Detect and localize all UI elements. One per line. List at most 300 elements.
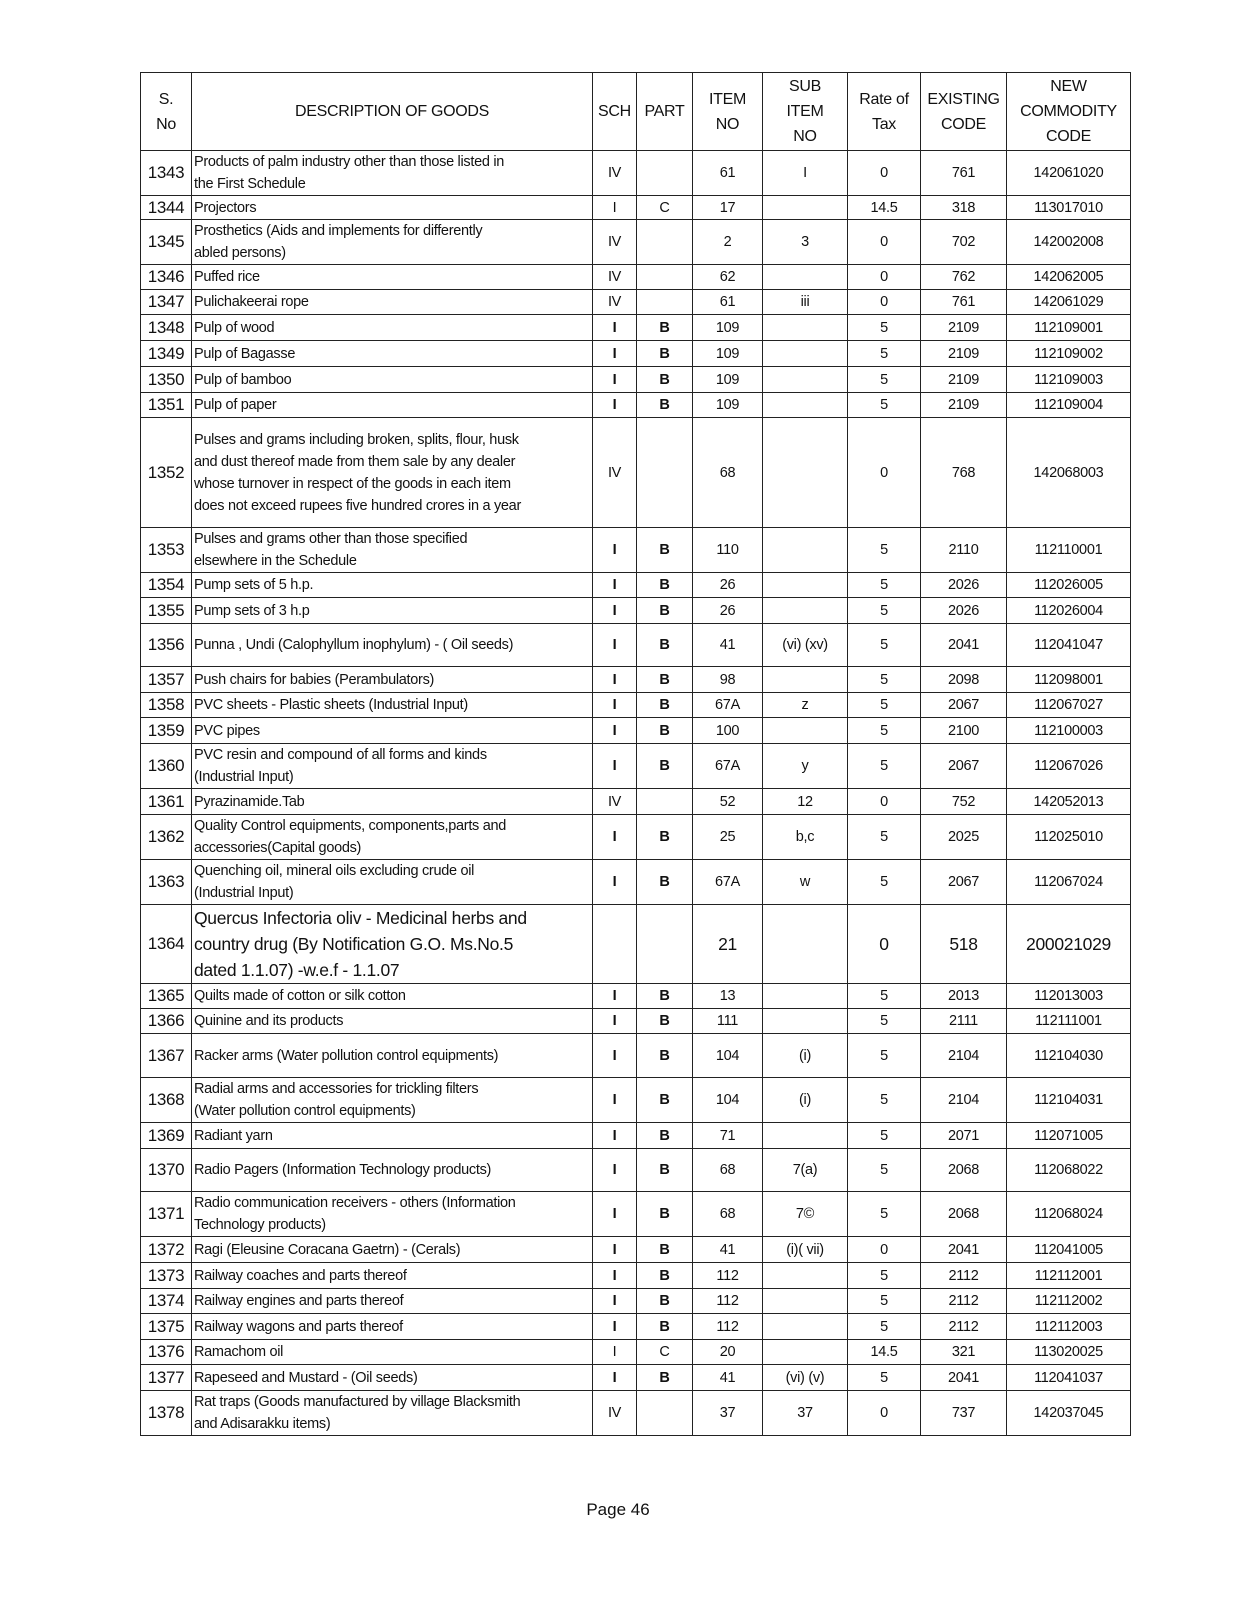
cell-new-commodity-code: 142061020 bbox=[1007, 151, 1131, 196]
cell-new-commodity-code: 112041047 bbox=[1007, 624, 1131, 667]
cell-existing-code: 2104 bbox=[921, 1078, 1007, 1123]
cell-rate-of-tax: 0 bbox=[848, 151, 921, 196]
cell-new-commodity-code: 142061029 bbox=[1007, 290, 1131, 315]
cell-rate-of-tax: 5 bbox=[848, 1034, 921, 1078]
cell-part: B bbox=[637, 393, 693, 418]
cell-description: Rat traps (Goods manufactured by village Blacksmith and Adisarakku items) bbox=[192, 1391, 593, 1436]
cell-description: PVC resin and compound of all forms and kinds (Industrial Input) bbox=[192, 744, 593, 789]
cell-sch: I bbox=[593, 1034, 637, 1078]
cell-description: Projectors bbox=[192, 196, 593, 220]
cell-sub-item-no bbox=[763, 1263, 848, 1289]
cell-s-no: 1378 bbox=[141, 1391, 192, 1436]
cell-rate-of-tax: 5 bbox=[848, 598, 921, 624]
cell-s-no: 1368 bbox=[141, 1078, 192, 1123]
cell-item-no: 26 bbox=[693, 598, 763, 624]
cell-new-commodity-code: 112071005 bbox=[1007, 1123, 1131, 1149]
cell-part: B bbox=[637, 1034, 693, 1078]
cell-item-no: 37 bbox=[693, 1391, 763, 1436]
cell-part: B bbox=[637, 1263, 693, 1289]
cell-existing-code: 2026 bbox=[921, 598, 1007, 624]
cell-new-commodity-code: 112112003 bbox=[1007, 1314, 1131, 1340]
cell-sub-item-no: 12 bbox=[763, 789, 848, 815]
cell-existing-code: 752 bbox=[921, 789, 1007, 815]
cell-s-no: 1361 bbox=[141, 789, 192, 815]
table-row bbox=[141, 573, 1131, 598]
cell-sub-item-no bbox=[763, 196, 848, 220]
header-new-commodity-code: NEW COMMODITY CODE bbox=[1007, 73, 1131, 151]
cell-item-no: 111 bbox=[693, 1009, 763, 1034]
table-row bbox=[141, 718, 1131, 744]
table-row bbox=[141, 1034, 1131, 1078]
cell-s-no: 1375 bbox=[141, 1314, 192, 1340]
table-row bbox=[141, 1078, 1131, 1123]
cell-part: B bbox=[637, 984, 693, 1009]
table-row bbox=[141, 815, 1131, 860]
table-row bbox=[141, 598, 1131, 624]
cell-new-commodity-code: 112109002 bbox=[1007, 341, 1131, 367]
cell-sch: I bbox=[593, 367, 637, 393]
cell-existing-code: 761 bbox=[921, 290, 1007, 315]
cell-rate-of-tax: 5 bbox=[848, 744, 921, 789]
cell-part: B bbox=[637, 1009, 693, 1034]
table-header-row bbox=[141, 73, 1131, 151]
table-row bbox=[141, 1289, 1131, 1314]
cell-s-no: 1353 bbox=[141, 528, 192, 573]
cell-part: C bbox=[637, 196, 693, 220]
cell-part bbox=[637, 265, 693, 290]
table-row bbox=[141, 667, 1131, 693]
cell-rate-of-tax: 5 bbox=[848, 341, 921, 367]
cell-description: Quenching oil, mineral oils excluding crude oil (Industrial Input) bbox=[192, 860, 593, 905]
cell-item-no: 67A bbox=[693, 693, 763, 718]
cell-sch bbox=[593, 905, 637, 984]
cell-part: B bbox=[637, 528, 693, 573]
cell-sch: I bbox=[593, 1009, 637, 1034]
cell-rate-of-tax: 0 bbox=[848, 905, 921, 984]
cell-new-commodity-code: 112041005 bbox=[1007, 1237, 1131, 1263]
header-sub-item-no: SUB ITEM NO bbox=[763, 73, 848, 151]
cell-sub-item-no bbox=[763, 573, 848, 598]
cell-sub-item-no bbox=[763, 598, 848, 624]
cell-s-no: 1346 bbox=[141, 265, 192, 290]
cell-sub-item-no: z bbox=[763, 693, 848, 718]
cell-new-commodity-code: 112104031 bbox=[1007, 1078, 1131, 1123]
cell-rate-of-tax: 0 bbox=[848, 1237, 921, 1263]
cell-description: Pulp of Bagasse bbox=[192, 341, 593, 367]
cell-part: B bbox=[637, 815, 693, 860]
cell-rate-of-tax: 0 bbox=[848, 789, 921, 815]
cell-rate-of-tax: 5 bbox=[848, 1365, 921, 1391]
cell-s-no: 1370 bbox=[141, 1149, 192, 1192]
cell-part: B bbox=[637, 667, 693, 693]
table-row bbox=[141, 393, 1131, 418]
cell-item-no: 21 bbox=[693, 905, 763, 984]
cell-item-no: 104 bbox=[693, 1034, 763, 1078]
cell-part: B bbox=[637, 1149, 693, 1192]
cell-description: Railway coaches and parts thereof bbox=[192, 1263, 593, 1289]
cell-item-no: 26 bbox=[693, 573, 763, 598]
cell-item-no: 112 bbox=[693, 1314, 763, 1340]
goods-table bbox=[140, 72, 1131, 1436]
cell-part: B bbox=[637, 744, 693, 789]
cell-s-no: 1348 bbox=[141, 315, 192, 341]
cell-sch: I bbox=[593, 815, 637, 860]
cell-rate-of-tax: 5 bbox=[848, 693, 921, 718]
cell-new-commodity-code: 112025010 bbox=[1007, 815, 1131, 860]
cell-part bbox=[637, 220, 693, 265]
cell-existing-code: 702 bbox=[921, 220, 1007, 265]
cell-new-commodity-code: 112104030 bbox=[1007, 1034, 1131, 1078]
cell-item-no: 2 bbox=[693, 220, 763, 265]
cell-s-no: 1369 bbox=[141, 1123, 192, 1149]
cell-existing-code: 737 bbox=[921, 1391, 1007, 1436]
cell-description: Pulp of paper bbox=[192, 393, 593, 418]
cell-new-commodity-code: 113017010 bbox=[1007, 196, 1131, 220]
cell-s-no: 1363 bbox=[141, 860, 192, 905]
cell-new-commodity-code: 112026004 bbox=[1007, 598, 1131, 624]
cell-part: B bbox=[637, 1192, 693, 1237]
table-row bbox=[141, 860, 1131, 905]
table-row bbox=[141, 1009, 1131, 1034]
cell-description: Quality Control equipments, components,parts and accessories(Capital goods) bbox=[192, 815, 593, 860]
cell-item-no: 17 bbox=[693, 196, 763, 220]
cell-sub-item-no: I bbox=[763, 151, 848, 196]
cell-item-no: 25 bbox=[693, 815, 763, 860]
cell-s-no: 1347 bbox=[141, 290, 192, 315]
cell-sch: I bbox=[593, 1263, 637, 1289]
cell-rate-of-tax: 5 bbox=[848, 393, 921, 418]
cell-description: Pyrazinamide.Tab bbox=[192, 789, 593, 815]
cell-s-no: 1343 bbox=[141, 151, 192, 196]
cell-sub-item-no bbox=[763, 1009, 848, 1034]
cell-part: B bbox=[637, 367, 693, 393]
cell-s-no: 1344 bbox=[141, 196, 192, 220]
cell-sub-item-no bbox=[763, 393, 848, 418]
cell-new-commodity-code: 142052013 bbox=[1007, 789, 1131, 815]
cell-part: B bbox=[637, 315, 693, 341]
cell-new-commodity-code: 112112001 bbox=[1007, 1263, 1131, 1289]
cell-rate-of-tax: 5 bbox=[848, 667, 921, 693]
cell-description: Radial arms and accessories for trickling filters (Water pollution control equipments) bbox=[192, 1078, 593, 1123]
table-row bbox=[141, 220, 1131, 265]
cell-rate-of-tax: 5 bbox=[848, 573, 921, 598]
cell-item-no: 20 bbox=[693, 1340, 763, 1365]
table-row bbox=[141, 341, 1131, 367]
cell-description: Quercus Infectoria oliv - Medicinal herbs and country drug (By Notification G.O. Ms.No.5 dated 1.1.07) -w.e.f - 1.1.07 bbox=[192, 905, 593, 984]
cell-item-no: 98 bbox=[693, 667, 763, 693]
cell-sch: I bbox=[593, 1192, 637, 1237]
cell-existing-code: 2098 bbox=[921, 667, 1007, 693]
cell-description: Pump sets of 5 h.p. bbox=[192, 573, 593, 598]
cell-sch: IV bbox=[593, 290, 637, 315]
cell-sub-item-no: (i) bbox=[763, 1078, 848, 1123]
cell-sch: I bbox=[593, 1237, 637, 1263]
cell-description: Push chairs for babies (Perambulators) bbox=[192, 667, 593, 693]
cell-rate-of-tax: 5 bbox=[848, 815, 921, 860]
cell-sch: IV bbox=[593, 151, 637, 196]
cell-item-no: 13 bbox=[693, 984, 763, 1009]
cell-s-no: 1366 bbox=[141, 1009, 192, 1034]
cell-sub-item-no: (vi) (xv) bbox=[763, 624, 848, 667]
cell-rate-of-tax: 0 bbox=[848, 290, 921, 315]
cell-existing-code: 2067 bbox=[921, 860, 1007, 905]
cell-sub-item-no: iii bbox=[763, 290, 848, 315]
cell-s-no: 1358 bbox=[141, 693, 192, 718]
cell-existing-code: 761 bbox=[921, 151, 1007, 196]
cell-rate-of-tax: 0 bbox=[848, 220, 921, 265]
cell-part: B bbox=[637, 1123, 693, 1149]
cell-sch: I bbox=[593, 1365, 637, 1391]
cell-new-commodity-code: 112026005 bbox=[1007, 573, 1131, 598]
header-part: PART bbox=[637, 73, 693, 151]
cell-new-commodity-code: 112041037 bbox=[1007, 1365, 1131, 1391]
cell-rate-of-tax: 5 bbox=[848, 984, 921, 1009]
cell-description: PVC sheets - Plastic sheets (Industrial Input) bbox=[192, 693, 593, 718]
cell-existing-code: 2112 bbox=[921, 1289, 1007, 1314]
cell-s-no: 1372 bbox=[141, 1237, 192, 1263]
cell-existing-code: 2109 bbox=[921, 393, 1007, 418]
cell-item-no: 52 bbox=[693, 789, 763, 815]
cell-description: Pump sets of 3 h.p bbox=[192, 598, 593, 624]
cell-s-no: 1351 bbox=[141, 393, 192, 418]
cell-new-commodity-code: 112067026 bbox=[1007, 744, 1131, 789]
cell-part bbox=[637, 151, 693, 196]
cell-existing-code: 2026 bbox=[921, 573, 1007, 598]
cell-existing-code: 2071 bbox=[921, 1123, 1007, 1149]
cell-sub-item-no bbox=[763, 1123, 848, 1149]
cell-existing-code: 2041 bbox=[921, 1365, 1007, 1391]
cell-sub-item-no: y bbox=[763, 744, 848, 789]
cell-item-no: 68 bbox=[693, 1149, 763, 1192]
cell-new-commodity-code: 112067027 bbox=[1007, 693, 1131, 718]
cell-sub-item-no bbox=[763, 418, 848, 528]
table-row bbox=[141, 693, 1131, 718]
cell-item-no: 100 bbox=[693, 718, 763, 744]
cell-s-no: 1371 bbox=[141, 1192, 192, 1237]
table-row bbox=[141, 1340, 1131, 1365]
cell-item-no: 61 bbox=[693, 290, 763, 315]
cell-new-commodity-code: 142037045 bbox=[1007, 1391, 1131, 1436]
cell-sch: I bbox=[593, 667, 637, 693]
cell-existing-code: 2110 bbox=[921, 528, 1007, 573]
cell-s-no: 1352 bbox=[141, 418, 192, 528]
cell-sub-item-no bbox=[763, 265, 848, 290]
cell-item-no: 67A bbox=[693, 744, 763, 789]
cell-existing-code: 2013 bbox=[921, 984, 1007, 1009]
cell-s-no: 1374 bbox=[141, 1289, 192, 1314]
cell-sch: I bbox=[593, 718, 637, 744]
cell-description: PVC pipes bbox=[192, 718, 593, 744]
cell-item-no: 109 bbox=[693, 367, 763, 393]
cell-sch: I bbox=[593, 1149, 637, 1192]
cell-sub-item-no: b,c bbox=[763, 815, 848, 860]
cell-part bbox=[637, 418, 693, 528]
cell-item-no: 67A bbox=[693, 860, 763, 905]
cell-rate-of-tax: 5 bbox=[848, 860, 921, 905]
cell-existing-code: 768 bbox=[921, 418, 1007, 528]
cell-new-commodity-code: 112013003 bbox=[1007, 984, 1131, 1009]
cell-item-no: 112 bbox=[693, 1263, 763, 1289]
cell-existing-code: 2109 bbox=[921, 367, 1007, 393]
cell-rate-of-tax: 0 bbox=[848, 418, 921, 528]
cell-sch: IV bbox=[593, 418, 637, 528]
cell-description: Railway engines and parts thereof bbox=[192, 1289, 593, 1314]
cell-new-commodity-code: 112109001 bbox=[1007, 315, 1131, 341]
cell-new-commodity-code: 112109003 bbox=[1007, 367, 1131, 393]
cell-sub-item-no bbox=[763, 1314, 848, 1340]
cell-existing-code: 2068 bbox=[921, 1192, 1007, 1237]
header-description: DESCRIPTION OF GOODS bbox=[192, 73, 593, 151]
cell-s-no: 1357 bbox=[141, 667, 192, 693]
cell-sch: I bbox=[593, 1314, 637, 1340]
cell-s-no: 1360 bbox=[141, 744, 192, 789]
cell-rate-of-tax: 0 bbox=[848, 1391, 921, 1436]
cell-part: B bbox=[637, 1237, 693, 1263]
cell-new-commodity-code: 112068024 bbox=[1007, 1192, 1131, 1237]
cell-sch: I bbox=[593, 315, 637, 341]
cell-item-no: 41 bbox=[693, 1365, 763, 1391]
cell-sch: IV bbox=[593, 220, 637, 265]
cell-new-commodity-code: 112111001 bbox=[1007, 1009, 1131, 1034]
header-rate-of-tax: Rate of Tax bbox=[848, 73, 921, 151]
cell-new-commodity-code: 113020025 bbox=[1007, 1340, 1131, 1365]
cell-sub-item-no: 7© bbox=[763, 1192, 848, 1237]
cell-sch: I bbox=[593, 573, 637, 598]
cell-existing-code: 2104 bbox=[921, 1034, 1007, 1078]
cell-item-no: 62 bbox=[693, 265, 763, 290]
table-row bbox=[141, 367, 1131, 393]
header-existing-code: EXISTING CODE bbox=[921, 73, 1007, 151]
cell-description: Pulichakeerai rope bbox=[192, 290, 593, 315]
table-row bbox=[141, 1365, 1131, 1391]
cell-item-no: 109 bbox=[693, 393, 763, 418]
cell-sub-item-no bbox=[763, 984, 848, 1009]
table-row bbox=[141, 151, 1131, 196]
cell-existing-code: 2109 bbox=[921, 341, 1007, 367]
cell-sub-item-no: 7(a) bbox=[763, 1149, 848, 1192]
cell-existing-code: 2068 bbox=[921, 1149, 1007, 1192]
cell-description: Ramachom oil bbox=[192, 1340, 593, 1365]
cell-sub-item-no bbox=[763, 1340, 848, 1365]
cell-part: B bbox=[637, 1078, 693, 1123]
cell-sch: I bbox=[593, 1123, 637, 1149]
cell-new-commodity-code: 142002008 bbox=[1007, 220, 1131, 265]
table-row bbox=[141, 905, 1131, 984]
cell-rate-of-tax: 5 bbox=[848, 1289, 921, 1314]
cell-item-no: 61 bbox=[693, 151, 763, 196]
cell-item-no: 71 bbox=[693, 1123, 763, 1149]
table-row bbox=[141, 418, 1131, 528]
cell-sub-item-no bbox=[763, 367, 848, 393]
cell-existing-code: 762 bbox=[921, 265, 1007, 290]
cell-sub-item-no: (i) bbox=[763, 1034, 848, 1078]
table-row bbox=[141, 1314, 1131, 1340]
cell-existing-code: 2041 bbox=[921, 1237, 1007, 1263]
cell-part bbox=[637, 1391, 693, 1436]
cell-existing-code: 2112 bbox=[921, 1314, 1007, 1340]
cell-s-no: 1354 bbox=[141, 573, 192, 598]
cell-s-no: 1365 bbox=[141, 984, 192, 1009]
cell-sch: I bbox=[593, 1340, 637, 1365]
cell-new-commodity-code: 112100003 bbox=[1007, 718, 1131, 744]
cell-sch: I bbox=[593, 196, 637, 220]
cell-item-no: 109 bbox=[693, 315, 763, 341]
cell-part: B bbox=[637, 718, 693, 744]
cell-s-no: 1376 bbox=[141, 1340, 192, 1365]
cell-description: Radio communication receivers - others (Information Technology products) bbox=[192, 1192, 593, 1237]
cell-rate-of-tax: 5 bbox=[848, 1009, 921, 1034]
cell-new-commodity-code: 112109004 bbox=[1007, 393, 1131, 418]
cell-new-commodity-code: 142062005 bbox=[1007, 265, 1131, 290]
cell-part: B bbox=[637, 598, 693, 624]
cell-description: Products of palm industry other than those listed in the First Schedule bbox=[192, 151, 593, 196]
cell-new-commodity-code: 142068003 bbox=[1007, 418, 1131, 528]
cell-item-no: 41 bbox=[693, 624, 763, 667]
table-row bbox=[141, 528, 1131, 573]
cell-description: Pulp of wood bbox=[192, 315, 593, 341]
cell-description: Railway wagons and parts thereof bbox=[192, 1314, 593, 1340]
cell-part bbox=[637, 789, 693, 815]
cell-sub-item-no: (vi) (v) bbox=[763, 1365, 848, 1391]
table-row bbox=[141, 1237, 1131, 1263]
cell-existing-code: 2067 bbox=[921, 744, 1007, 789]
cell-part: B bbox=[637, 624, 693, 667]
cell-sub-item-no: 3 bbox=[763, 220, 848, 265]
cell-s-no: 1350 bbox=[141, 367, 192, 393]
cell-sch: I bbox=[593, 341, 637, 367]
cell-description: Prosthetics (Aids and implements for differently abled persons) bbox=[192, 220, 593, 265]
table-body bbox=[141, 151, 1131, 1436]
cell-rate-of-tax: 5 bbox=[848, 718, 921, 744]
table-row bbox=[141, 290, 1131, 315]
cell-rate-of-tax: 5 bbox=[848, 1149, 921, 1192]
cell-part: B bbox=[637, 1289, 693, 1314]
cell-s-no: 1362 bbox=[141, 815, 192, 860]
cell-new-commodity-code: 112110001 bbox=[1007, 528, 1131, 573]
header-item-no: ITEM NO bbox=[693, 73, 763, 151]
cell-description: Ragi (Eleusine Coracana Gaetrn) - (Cerals) bbox=[192, 1237, 593, 1263]
table-row bbox=[141, 624, 1131, 667]
cell-rate-of-tax: 14.5 bbox=[848, 196, 921, 220]
cell-item-no: 110 bbox=[693, 528, 763, 573]
cell-part: B bbox=[637, 341, 693, 367]
table-row bbox=[141, 1149, 1131, 1192]
cell-description: Radiant yarn bbox=[192, 1123, 593, 1149]
cell-description: Quilts made of cotton or silk cotton bbox=[192, 984, 593, 1009]
cell-rate-of-tax: 0 bbox=[848, 265, 921, 290]
table-row bbox=[141, 1263, 1131, 1289]
cell-existing-code: 2112 bbox=[921, 1263, 1007, 1289]
header-s-no: S. No bbox=[141, 73, 192, 151]
cell-s-no: 1356 bbox=[141, 624, 192, 667]
cell-description: Pulp of bamboo bbox=[192, 367, 593, 393]
cell-existing-code: 518 bbox=[921, 905, 1007, 984]
table-row bbox=[141, 265, 1131, 290]
cell-existing-code: 2025 bbox=[921, 815, 1007, 860]
cell-existing-code: 2111 bbox=[921, 1009, 1007, 1034]
table-row bbox=[141, 1192, 1131, 1237]
cell-rate-of-tax: 14.5 bbox=[848, 1340, 921, 1365]
cell-sch: I bbox=[593, 624, 637, 667]
cell-new-commodity-code: 200021029 bbox=[1007, 905, 1131, 984]
cell-sch: I bbox=[593, 984, 637, 1009]
cell-sub-item-no bbox=[763, 341, 848, 367]
cell-rate-of-tax: 5 bbox=[848, 1263, 921, 1289]
cell-description: Radio Pagers (Information Technology products) bbox=[192, 1149, 593, 1192]
table-row bbox=[141, 1391, 1131, 1436]
cell-existing-code: 2100 bbox=[921, 718, 1007, 744]
cell-description: Puffed rice bbox=[192, 265, 593, 290]
